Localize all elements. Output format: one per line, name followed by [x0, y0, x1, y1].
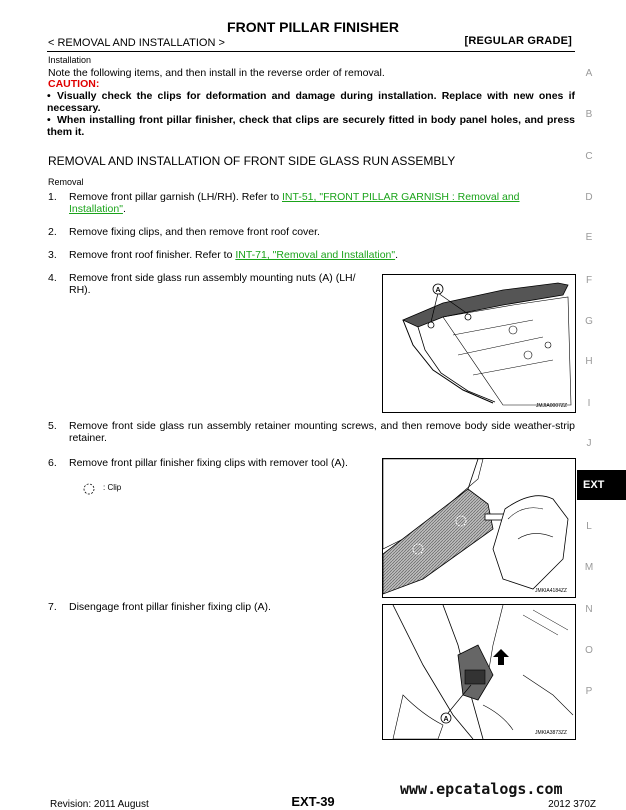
step-number: 5. [48, 420, 57, 432]
bullet-icon: • [47, 114, 51, 126]
figure-clip-disengage [382, 604, 576, 740]
side-index-a[interactable]: A [585, 68, 593, 79]
figure-pillar-finisher-clips [382, 458, 576, 598]
clip-icon [82, 482, 98, 496]
caution-text-2: When installing front pillar finisher, check that clips are securely fitted in body panel holes, and press them it. [47, 114, 575, 138]
side-index-h[interactable]: H [585, 356, 593, 367]
side-index-ext-tab[interactable]: EXT [577, 470, 626, 500]
step-1-text: Remove front pillar garnish (LH/RH). Refer to [69, 191, 282, 203]
bullet-icon: • [47, 90, 51, 102]
page-title: FRONT PILLAR FINISHER [227, 19, 399, 35]
clip-legend-text: : Clip [103, 483, 122, 492]
side-index-g[interactable]: G [585, 316, 593, 327]
caution-item-2 [47, 114, 575, 138]
figure-2-code: JMKIA4184ZZ [535, 588, 567, 594]
fig1-callout-a: A [435, 287, 441, 294]
step-1 [48, 191, 575, 215]
caution-item-1 [47, 90, 575, 114]
step-text: Remove front side glass run assembly retainer mounting screws, and then remove body side weather-strip retainer. [69, 420, 575, 444]
caution-text-1: Visually check the clips for deformation and damage during installation. Replace with new ones if necessary. [47, 90, 575, 114]
section-heading: REMOVAL AND INSTALLATION OF FRONT SIDE GLASS RUN ASSEMBLY [48, 154, 456, 168]
figure-glass-run-nuts [382, 274, 576, 413]
installation-note: Note the following items, and then install in the reverse order of removal. [48, 67, 385, 79]
watermark: www.epcatalogs.com [400, 780, 563, 798]
link-int-71[interactable]: INT-71, "Removal and Installation" [235, 249, 396, 261]
figure-3-code: JMKIA3873ZZ [535, 730, 567, 736]
step-number: 6. [48, 457, 57, 469]
section-breadcrumb: < REMOVAL AND INSTALLATION > [48, 37, 225, 49]
footer-model: 2012 370Z [548, 799, 596, 810]
side-index-l[interactable]: L [586, 521, 592, 532]
figure-1-drawing [383, 275, 575, 412]
side-index-c[interactable]: C [585, 151, 593, 162]
header-rule [47, 51, 575, 52]
side-index-n[interactable]: N [585, 604, 593, 615]
step-1-after: . [122, 203, 126, 215]
side-index-p[interactable]: P [585, 686, 593, 697]
side-index-o[interactable]: O [585, 645, 593, 656]
figure-3-drawing [383, 605, 575, 739]
step-text [69, 191, 574, 215]
side-index-d[interactable]: D [585, 192, 593, 203]
step-number: 1. [48, 191, 57, 203]
step-text [69, 249, 574, 261]
step-text: Remove front pillar finisher fixing clips with remover tool (A). [69, 457, 348, 469]
footer-page-number: EXT-39 [291, 794, 335, 809]
caution-label: CAUTION: [48, 78, 100, 90]
side-index-i[interactable]: I [587, 398, 591, 409]
side-index-e[interactable]: E [585, 232, 593, 243]
step-number: 3. [48, 249, 57, 261]
figure-1-code: JMJIA0007ZZ [535, 403, 567, 409]
step-3-after: . [395, 249, 399, 261]
step-number: 4. [48, 272, 57, 284]
side-index-b[interactable]: B [585, 109, 593, 120]
side-index-j[interactable]: J [586, 438, 592, 449]
figure-2-drawing [383, 459, 575, 597]
step-text: Remove front side glass run assembly mounting nuts (A) (LH/ RH). [69, 272, 356, 296]
step-number: 7. [48, 601, 57, 613]
step-text: Remove fixing clips, and then remove front roof cover. [69, 226, 320, 238]
clip-legend [82, 482, 122, 501]
step-text: Disengage front pillar finisher fixing clip (A). [69, 601, 271, 613]
up-arrow-icon [493, 649, 509, 665]
link-int-51[interactable]: INT-51, "FRONT PILLAR GARNISH : Removal and Installation" [69, 191, 520, 215]
side-index-f[interactable]: F [585, 275, 593, 286]
step-number: 2. [48, 226, 57, 238]
grade-label: [REGULAR GRADE] [464, 35, 572, 47]
fig3-callout-a: A [443, 716, 449, 723]
footer-revision: Revision: 2011 August [50, 799, 149, 810]
step-3-text: Remove front roof finisher. Refer to [69, 249, 236, 261]
removal-label: Removal [48, 177, 84, 187]
installation-label: Installation [48, 55, 92, 65]
side-index-m[interactable]: M [584, 562, 594, 573]
